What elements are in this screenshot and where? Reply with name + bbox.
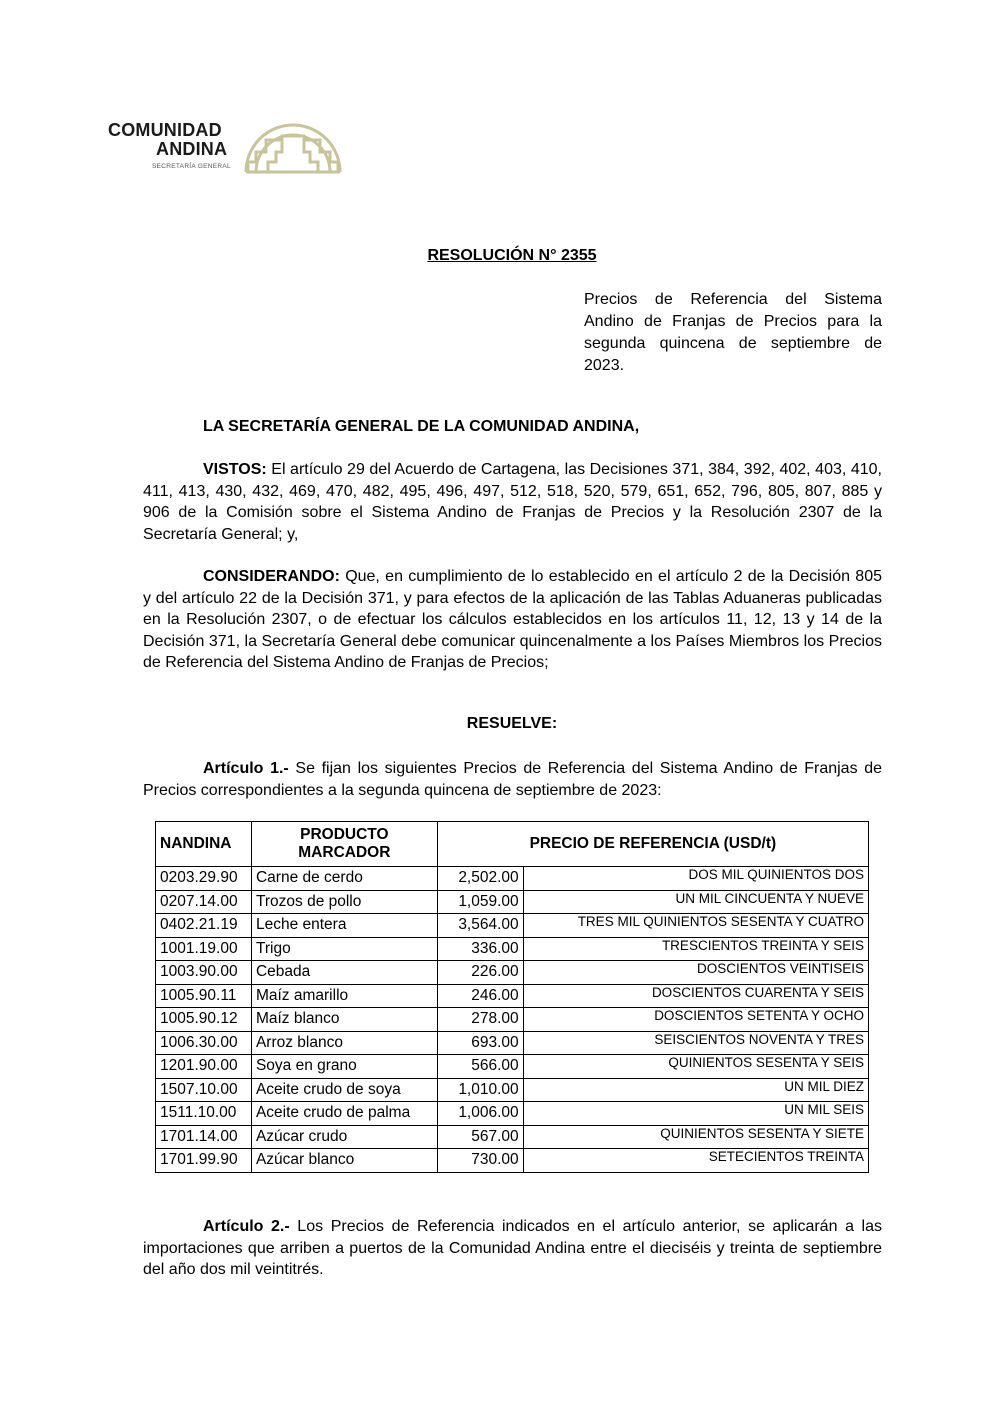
nandina-cell: 0402.21.19 — [156, 914, 252, 938]
nandina-cell: 1201.90.00 — [156, 1055, 252, 1079]
product-cell: Trozos de pollo — [251, 890, 437, 914]
table-row — [156, 961, 869, 985]
price-cell: 1,010.00 — [437, 1078, 523, 1102]
comunidad-andina-logo — [108, 118, 348, 178]
articulo2-text: Los Precios de Referencia indicados en el artículo anterior, se aplicarán a las importaciones que arriben a puertos de la Comunidad Andina entre el dieciséis y treinta de septiembre del año dos mil veintitrés. — [143, 1218, 883, 1279]
product-cell: Aceite crudo de palma — [251, 1102, 437, 1126]
price-words-cell: TRESCIENTOS TREINTA Y SEIS — [523, 937, 868, 961]
table-row — [156, 1149, 869, 1173]
table-row — [156, 1078, 869, 1102]
table-header-row — [156, 822, 869, 867]
price-words-cell: SEISCIENTOS NOVENTA Y TRES — [523, 1031, 868, 1055]
logo-subtitle: SECRETARÍA GENERAL — [152, 163, 231, 170]
nandina-cell: 1507.10.00 — [156, 1078, 252, 1102]
price-words-cell: QUINIENTOS SESENTA Y SIETE — [523, 1125, 868, 1149]
nandina-cell: 1701.99.90 — [156, 1149, 252, 1173]
nandina-cell: 1005.90.11 — [156, 984, 252, 1008]
table-row — [156, 1031, 869, 1055]
nandina-cell: 0207.14.00 — [156, 890, 252, 914]
articulo1-lead: Artículo 1.- — [203, 760, 289, 777]
table-row — [156, 1055, 869, 1079]
table-row — [156, 890, 869, 914]
nandina-cell: 1003.90.00 — [156, 961, 252, 985]
price-cell: 1,006.00 — [437, 1102, 523, 1126]
logo-line2: ANDINA — [156, 139, 228, 159]
product-cell: Azúcar blanco — [251, 1149, 437, 1173]
considerando-text: Que, en cumplimiento de lo establecido en el artículo 2 de la Decisión 805 y del artículo 22 de la Decisión 371, y para efectos de la aplicación de las Tablas Aduaneras publicadas en la Resolución 2307, o de efectuar los cálculos establecidos en los artículos 11, 12, 13 y 14 de la Decisión 371, la Secretaría General debe comunicar quincenalmente a los Países Miembros los Precios de Referencia del Sistema Andino de Franjas de Precios; — [143, 568, 882, 672]
product-cell: Aceite crudo de soya — [251, 1078, 437, 1102]
price-cell: 567.00 — [437, 1125, 523, 1149]
vistos-text: El artículo 29 del Acuerdo de Cartagena, las Decisiones 371, 384, 392, 402, 403, 410, 411, 413, 430, 432, 469, 470, 482, 495, 496, 497, 512, 518, 520, 579, 651, 652, 796, 805, 807, 885 y 906 de la Comisión sobre el Sistema Andino de Franjas de Precios y la Resolución 2307 de la Secretaría General; y, — [143, 461, 882, 543]
price-cell: 2,502.00 — [437, 867, 523, 891]
issuer-heading: LA SECRETARÍA GENERAL DE LA COMUNIDAD ANDINA, — [203, 418, 640, 435]
table-row — [156, 914, 869, 938]
table-row — [156, 1008, 869, 1032]
product-cell: Arroz blanco — [251, 1031, 437, 1055]
price-words-cell: UN MIL DIEZ — [523, 1078, 868, 1102]
articulo1-paragraph — [143, 758, 882, 801]
nandina-cell: 0203.29.90 — [156, 867, 252, 891]
price-words-cell: UN MIL SEIS — [523, 1102, 868, 1126]
price-words-cell: DOS MIL QUINIENTOS DOS — [523, 867, 868, 891]
product-cell: Maíz blanco — [251, 1008, 437, 1032]
resuelve-heading: RESUELVE: — [466, 715, 558, 732]
header-nandina: NANDINA — [156, 822, 252, 867]
nandina-cell: 1511.10.00 — [156, 1102, 252, 1126]
reference-price-table — [155, 821, 869, 1173]
vistos-lead: VISTOS: — [203, 461, 267, 478]
product-cell: Trigo — [251, 937, 437, 961]
articulo2-paragraph — [143, 1216, 882, 1281]
price-cell: 246.00 — [437, 984, 523, 1008]
price-words-cell: SETECIENTOS TREINTA — [523, 1149, 868, 1173]
price-cell: 693.00 — [437, 1031, 523, 1055]
header-producto: PRODUCTO MARCADOR — [251, 822, 437, 867]
price-cell: 566.00 — [437, 1055, 523, 1079]
vistos-paragraph — [143, 459, 882, 545]
price-cell: 1,059.00 — [437, 890, 523, 914]
product-cell: Soya en grano — [251, 1055, 437, 1079]
resolution-summary: Precios de Referencia del Sistema Andino de Franjas de Precios para la segunda quincena de septiembre de 2023. — [584, 291, 882, 374]
nandina-cell: 1005.90.12 — [156, 1008, 252, 1032]
andean-steps-icon — [242, 118, 344, 174]
price-words-cell: UN MIL CINCUENTA Y NUEVE — [523, 890, 868, 914]
product-cell: Carne de cerdo — [251, 867, 437, 891]
considerando-lead: CONSIDERANDO: — [203, 568, 340, 585]
considerando-paragraph — [143, 566, 882, 674]
price-cell: 730.00 — [437, 1149, 523, 1173]
product-cell: Leche entera — [251, 914, 437, 938]
table-row — [156, 937, 869, 961]
product-cell: Cebada — [251, 961, 437, 985]
price-cell: 3,564.00 — [437, 914, 523, 938]
header-precio: PRECIO DE REFERENCIA (USD/t) — [437, 822, 868, 867]
articulo1-text: Se fijan los siguientes Precios de Referencia del Sistema Andino de Franjas de Precios correspondientes a la segunda quincena de septiembre de 2023: — [143, 760, 883, 799]
price-words-cell: DOSCIENTOS VEINTISEIS — [523, 961, 868, 985]
price-words-cell: QUINIENTOS SESENTA Y SEIS — [523, 1055, 868, 1079]
nandina-cell: 1701.14.00 — [156, 1125, 252, 1149]
price-cell: 226.00 — [437, 961, 523, 985]
price-words-cell: DOSCIENTOS SETENTA Y OCHO — [523, 1008, 868, 1032]
price-cell: 336.00 — [437, 937, 523, 961]
resolution-title: RESOLUCIÓN N° 2355 — [427, 247, 597, 264]
table-row — [156, 984, 869, 1008]
articulo2-lead: Artículo 2.- — [203, 1218, 290, 1235]
product-cell: Maíz amarillo — [251, 984, 437, 1008]
table-row — [156, 867, 869, 891]
table-row — [156, 1125, 869, 1149]
price-words-cell: TRES MIL QUINIENTOS SESENTA Y CUATRO — [523, 914, 868, 938]
nandina-cell: 1006.30.00 — [156, 1031, 252, 1055]
price-words-cell: DOSCIENTOS CUARENTA Y SEIS — [523, 984, 868, 1008]
logo-line1: COMUNIDAD — [108, 120, 222, 140]
product-cell: Azúcar crudo — [251, 1125, 437, 1149]
nandina-cell: 1001.19.00 — [156, 937, 252, 961]
price-cell: 278.00 — [437, 1008, 523, 1032]
table-row — [156, 1102, 869, 1126]
